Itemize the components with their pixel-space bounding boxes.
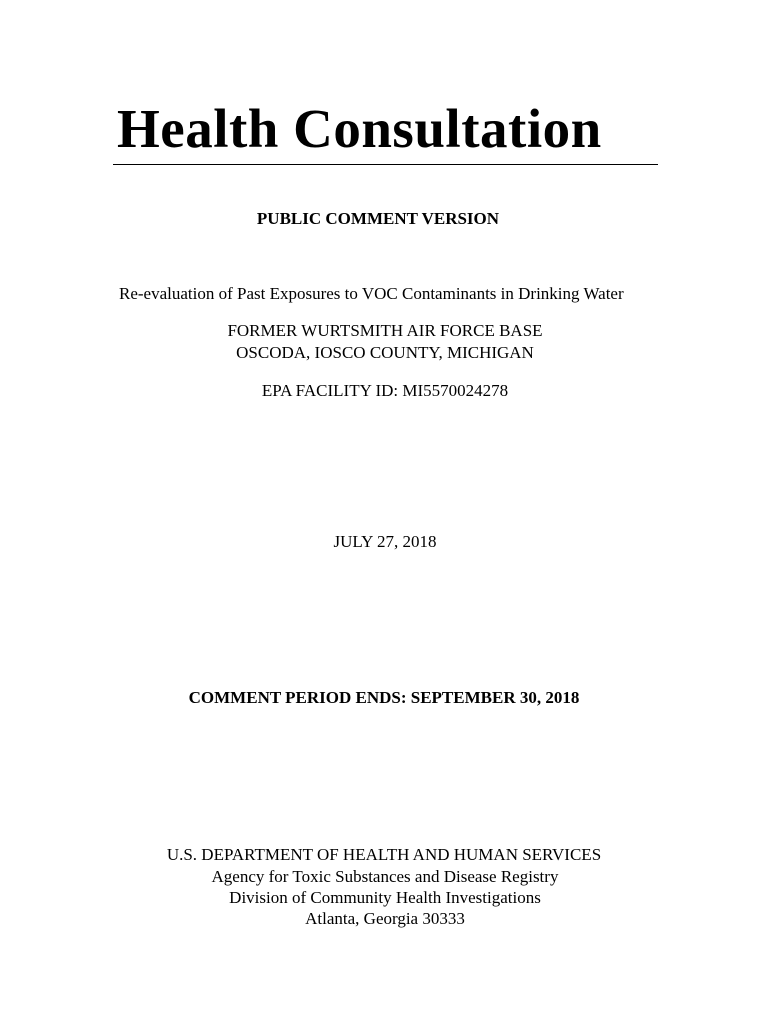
department-name: U.S. DEPARTMENT OF HEALTH AND HUMAN SERVICES [166,845,602,864]
document-title: Health Consultation [117,98,602,159]
agency-address: Atlanta, Georgia 30333 [305,909,465,928]
site-name: FORMER WURTSMITH AIR FORCE BASE [227,321,543,340]
version-label: PUBLIC COMMENT VERSION [256,209,500,228]
comment-period: COMMENT PERIOD ENDS: SEPTEMBER 30, 2018 [188,688,580,707]
facility-id: EPA FACILITY ID: MI5570024278 [261,381,509,400]
site-location: OSCODA, IOSCO COUNTY, MICHIGAN [236,343,534,362]
document-date: JULY 27, 2018 [333,532,437,551]
agency-name: Agency for Toxic Substances and Disease Registry [211,867,559,886]
report-title: Re-evaluation of Past Exposures to VOC Contaminants in Drinking Water [119,284,624,303]
title-underline [113,164,658,165]
division-name: Division of Community Health Investigations [229,888,541,907]
